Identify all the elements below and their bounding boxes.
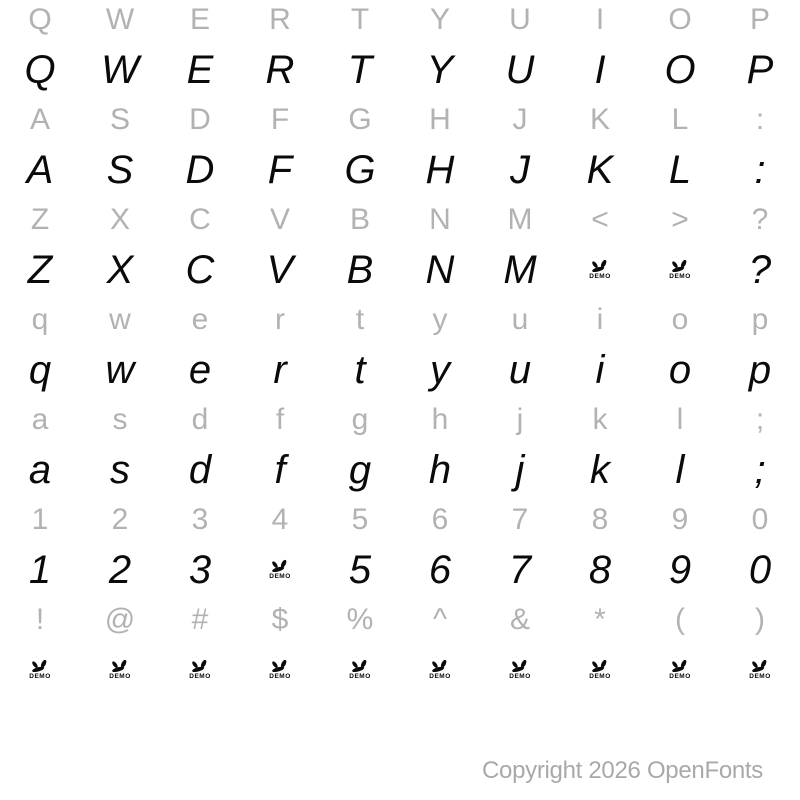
glyph-cell: H xyxy=(425,148,455,192)
glyph-cell: e xyxy=(188,348,212,392)
glyph-cell: H xyxy=(429,103,451,136)
specimen-row-9 xyxy=(0,395,800,445)
glyph-cell: p xyxy=(751,303,769,336)
glyph-cell: y xyxy=(430,348,450,392)
demo-fleuron-icon xyxy=(109,659,131,673)
glyph-cell: d xyxy=(188,448,212,492)
glyph-cell: T xyxy=(350,3,370,36)
glyph-cell: : xyxy=(754,148,766,192)
glyph-cell: O xyxy=(664,48,696,92)
glyph-cell: ; xyxy=(754,448,766,492)
glyph-cell: u xyxy=(511,303,529,336)
glyph-cell: B xyxy=(349,203,370,236)
demo-placeholder-glyph xyxy=(669,259,691,281)
glyph-cell: : xyxy=(755,103,765,136)
glyph-cell: ) xyxy=(755,603,765,636)
glyph-cell: Z xyxy=(30,203,50,236)
demo-glyph-cell xyxy=(80,645,160,695)
glyph-cell: p xyxy=(748,348,772,392)
demo-glyph-label: DEMO xyxy=(109,673,131,681)
specimen-row-10 xyxy=(0,445,800,495)
glyph-cell: 8 xyxy=(591,503,609,536)
specimen-row-6 xyxy=(0,245,800,295)
demo-glyph-cell xyxy=(240,645,320,695)
glyph-cell: J xyxy=(512,103,528,136)
glyph-cell: 8 xyxy=(588,548,612,592)
glyph-cell: e xyxy=(191,303,209,336)
glyph-cell: j xyxy=(516,403,524,436)
glyph-cell: i xyxy=(595,348,605,392)
demo-glyph-cell xyxy=(640,645,720,695)
glyph-cell: W xyxy=(101,48,139,92)
glyph-cell: K xyxy=(586,148,614,192)
glyph-cell: S xyxy=(106,148,134,192)
glyph-cell: 5 xyxy=(348,548,372,592)
glyph-cell: s xyxy=(112,403,128,436)
demo-glyph-cell xyxy=(160,645,240,695)
glyph-cell: 7 xyxy=(511,503,529,536)
glyph-cell: G xyxy=(344,148,376,192)
glyph-cell: 4 xyxy=(271,503,289,536)
demo-placeholder-glyph xyxy=(189,659,211,681)
glyph-cell: F xyxy=(270,103,290,136)
demo-glyph-label: DEMO xyxy=(189,673,211,681)
demo-fleuron-icon xyxy=(269,559,291,573)
specimen-row-1 xyxy=(0,0,800,45)
specimen-row-4 xyxy=(0,145,800,195)
glyph-cell: S xyxy=(109,103,130,136)
glyph-cell: l xyxy=(675,448,685,492)
glyph-cell: V xyxy=(269,203,290,236)
glyph-cell: 2 xyxy=(111,503,129,536)
glyph-cell: g xyxy=(348,448,372,492)
glyph-cell: L xyxy=(671,103,689,136)
demo-fleuron-icon xyxy=(669,659,691,673)
demo-glyph-cell xyxy=(720,645,800,695)
glyph-cell: F xyxy=(267,148,293,192)
glyph-cell: # xyxy=(191,603,209,636)
demo-placeholder-glyph xyxy=(269,559,291,581)
glyph-cell: C xyxy=(189,203,211,236)
glyph-cell: w xyxy=(109,303,131,336)
demo-placeholder-glyph xyxy=(669,659,691,681)
glyph-cell: r xyxy=(275,303,285,336)
specimen-row-5 xyxy=(0,195,800,245)
demo-placeholder-glyph xyxy=(29,659,51,681)
glyph-cell: $ xyxy=(271,603,289,636)
demo-placeholder-glyph xyxy=(749,659,771,681)
glyph-cell: ; xyxy=(755,403,765,436)
glyph-cell: C xyxy=(185,248,215,292)
specimen-row-13 xyxy=(0,595,800,645)
glyph-cell: 1 xyxy=(28,548,52,592)
glyph-cell: N xyxy=(429,203,451,236)
demo-fleuron-icon xyxy=(509,659,531,673)
demo-glyph-label: DEMO xyxy=(589,273,611,281)
glyph-cell: 3 xyxy=(188,548,212,592)
demo-glyph-label: DEMO xyxy=(269,573,291,581)
demo-glyph-label: DEMO xyxy=(29,673,51,681)
demo-glyph-cell xyxy=(400,645,480,695)
glyph-cell: M xyxy=(503,248,537,292)
glyph-cell: I xyxy=(594,48,606,92)
demo-fleuron-icon xyxy=(749,659,771,673)
specimen-row-12 xyxy=(0,545,800,595)
demo-glyph-cell xyxy=(480,645,560,695)
glyph-cell: ( xyxy=(675,603,685,636)
glyph-cell: < xyxy=(591,203,609,236)
glyph-cell: P xyxy=(746,48,774,92)
demo-glyph-label: DEMO xyxy=(429,673,451,681)
glyph-cell: ? xyxy=(751,203,769,236)
demo-placeholder-glyph xyxy=(349,659,371,681)
glyph-cell: u xyxy=(508,348,532,392)
glyph-cell: o xyxy=(671,303,689,336)
glyph-cell: 7 xyxy=(508,548,532,592)
glyph-cell: & xyxy=(509,603,530,636)
glyph-cell: k xyxy=(590,448,610,492)
glyph-cell: Y xyxy=(429,3,450,36)
glyph-cell: l xyxy=(676,403,684,436)
glyph-cell: A xyxy=(26,148,54,192)
glyph-cell: 2 xyxy=(108,548,132,592)
glyph-cell: i xyxy=(596,303,604,336)
demo-glyph-label: DEMO xyxy=(749,673,771,681)
glyph-cell: Q xyxy=(24,48,56,92)
demo-placeholder-glyph xyxy=(269,659,291,681)
glyph-cell: X xyxy=(106,248,134,292)
glyph-cell: B xyxy=(346,248,374,292)
demo-glyph-label: DEMO xyxy=(509,673,531,681)
specimen-row-7 xyxy=(0,295,800,345)
glyph-cell: r xyxy=(273,348,287,392)
glyph-cell: Q xyxy=(28,3,52,36)
glyph-cell: D xyxy=(189,103,211,136)
glyph-cell: 5 xyxy=(351,503,369,536)
glyph-cell: ^ xyxy=(432,603,448,636)
demo-fleuron-icon xyxy=(669,259,691,273)
glyph-cell: f xyxy=(275,403,285,436)
glyph-cell: j xyxy=(515,448,525,492)
glyph-cell: 6 xyxy=(431,503,449,536)
glyph-cell: ! xyxy=(35,603,45,636)
glyph-cell: 0 xyxy=(748,548,772,592)
glyph-cell: M xyxy=(507,203,533,236)
glyph-cell: 9 xyxy=(668,548,692,592)
specimen-row-11 xyxy=(0,495,800,545)
demo-placeholder-glyph xyxy=(429,659,451,681)
glyph-cell: A xyxy=(29,103,50,136)
glyph-cell: P xyxy=(749,3,770,36)
glyph-cell: R xyxy=(269,3,291,36)
demo-glyph-cell xyxy=(640,245,720,295)
specimen-row-8 xyxy=(0,345,800,395)
glyph-cell: Z xyxy=(27,248,53,292)
glyph-cell: * xyxy=(594,603,606,636)
specimen-row-14 xyxy=(0,645,800,695)
demo-glyph-label: DEMO xyxy=(269,673,291,681)
glyph-cell: s xyxy=(110,448,130,492)
specimen-row-3 xyxy=(0,95,800,145)
glyph-cell: h xyxy=(428,448,452,492)
glyph-cell: d xyxy=(191,403,209,436)
demo-glyph-label: DEMO xyxy=(669,273,691,281)
demo-fleuron-icon xyxy=(429,659,451,673)
glyph-cell: q xyxy=(28,348,52,392)
demo-glyph-cell xyxy=(560,245,640,295)
demo-glyph-label: DEMO xyxy=(589,673,611,681)
glyph-cell: R xyxy=(265,48,295,92)
demo-glyph-cell xyxy=(0,645,80,695)
glyph-cell: y xyxy=(432,303,448,336)
glyph-cell: K xyxy=(589,103,610,136)
demo-glyph-cell xyxy=(240,545,320,595)
demo-glyph-label: DEMO xyxy=(349,673,371,681)
glyph-cell: U xyxy=(505,48,535,92)
glyph-cell: w xyxy=(105,348,135,392)
demo-fleuron-icon xyxy=(269,659,291,673)
glyph-cell: h xyxy=(431,403,449,436)
demo-fleuron-icon xyxy=(29,659,51,673)
glyph-cell: 0 xyxy=(751,503,769,536)
glyph-cell: ? xyxy=(748,248,772,292)
glyph-cell: t xyxy=(354,348,366,392)
glyph-cell: % xyxy=(346,603,374,636)
glyph-cell: o xyxy=(668,348,692,392)
specimen-row-2 xyxy=(0,45,800,95)
glyph-cell: 1 xyxy=(31,503,49,536)
glyph-cell: @ xyxy=(104,603,136,636)
glyph-cell: 3 xyxy=(191,503,209,536)
glyph-cell: Y xyxy=(426,48,454,92)
demo-glyph-cell xyxy=(320,645,400,695)
demo-fleuron-icon xyxy=(189,659,211,673)
demo-placeholder-glyph xyxy=(509,659,531,681)
glyph-cell: a xyxy=(31,403,49,436)
glyph-cell: O xyxy=(668,3,692,36)
glyph-cell: k xyxy=(592,403,608,436)
demo-placeholder-glyph xyxy=(109,659,131,681)
glyph-cell: 6 xyxy=(428,548,452,592)
glyph-cell: 9 xyxy=(671,503,689,536)
glyph-cell: a xyxy=(28,448,52,492)
glyph-cell: t xyxy=(355,303,365,336)
glyph-cell: V xyxy=(266,248,294,292)
glyph-cell: E xyxy=(189,3,210,36)
glyph-cell: f xyxy=(274,448,286,492)
glyph-cell: I xyxy=(595,3,605,36)
glyph-cell: E xyxy=(186,48,214,92)
demo-fleuron-icon xyxy=(589,259,611,273)
demo-fleuron-icon xyxy=(589,659,611,673)
demo-placeholder-glyph xyxy=(589,259,611,281)
glyph-cell: > xyxy=(671,203,689,236)
glyph-cell: q xyxy=(31,303,49,336)
glyph-cell: U xyxy=(509,3,531,36)
demo-fleuron-icon xyxy=(349,659,371,673)
glyph-cell: G xyxy=(348,103,372,136)
demo-placeholder-glyph xyxy=(589,659,611,681)
glyph-cell: T xyxy=(347,48,373,92)
demo-glyph-label: DEMO xyxy=(669,673,691,681)
glyph-cell: J xyxy=(510,148,530,192)
glyph-cell: D xyxy=(185,148,215,192)
glyph-cell: N xyxy=(425,248,455,292)
glyph-cell: g xyxy=(351,403,369,436)
glyph-cell: L xyxy=(668,148,692,192)
copyright-text: Copyright 2026 OpenFonts xyxy=(482,757,763,784)
glyph-cell: X xyxy=(109,203,130,236)
demo-glyph-cell xyxy=(560,645,640,695)
glyph-cell: W xyxy=(105,3,135,36)
